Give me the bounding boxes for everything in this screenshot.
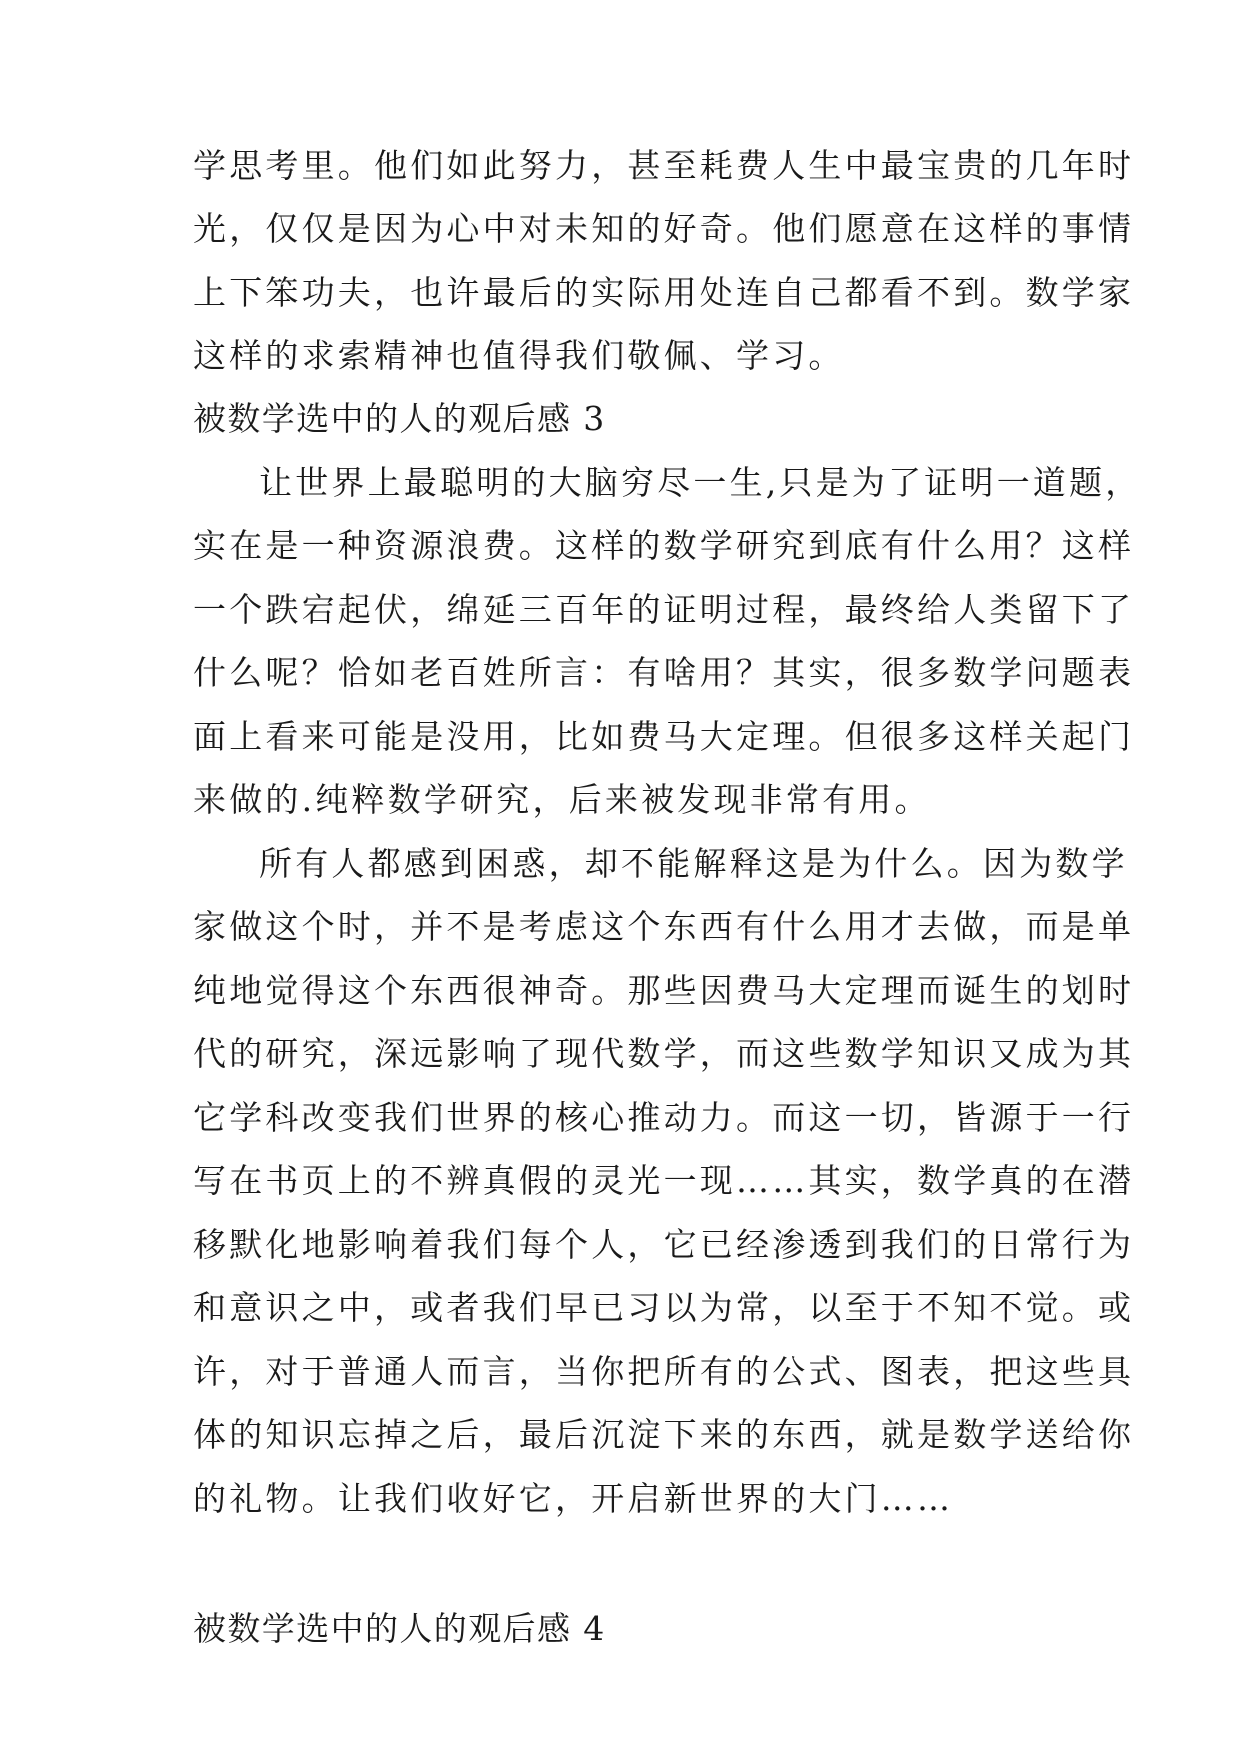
body-text-line: 体的知识忘掉之后，最后沉淀下来的东西，就是数学送给你 <box>193 1415 1135 1454</box>
body-text-line: 代的研究，深远影响了现代数学，而这些数学知识又成为其 <box>193 1034 1135 1073</box>
body-text-line: 来做的.纯粹数学研究，后来被发现非常有用。 <box>193 780 931 819</box>
body-text-line: 什么呢？恰如老百姓所言：有啥用？其实，很多数学问题表 <box>193 653 1135 692</box>
body-text-line: 上下笨功夫，也许最后的实际用处连自己都看不到。数学家 <box>193 273 1135 312</box>
body-text-line: 面上看来可能是没用，比如费马大定理。但很多这样关起门 <box>193 717 1135 756</box>
body-text-line: 移默化地影响着我们每个人，它已经渗透到我们的日常行为 <box>193 1225 1135 1264</box>
section-heading-4: 被数学选中的人的观后感 4 <box>193 1609 606 1648</box>
body-text-line: 光，仅仅是因为心中对未知的好奇。他们愿意在这样的事情 <box>193 209 1135 248</box>
body-text-line: 写在书页上的不辨真假的灵光一现……其实，数学真的在潜 <box>193 1161 1135 1200</box>
body-text-line: 所有人都感到困惑，却不能解释这是为什么。因为数学 <box>259 844 1128 883</box>
body-text-line: 的礼物。让我们收好它，开启新世界的大门…… <box>193 1479 954 1518</box>
body-text-line: 家做这个时，并不是考虑这个东西有什么用才去做，而是单 <box>193 907 1135 946</box>
body-text-line: 一个跌宕起伏，绵延三百年的证明过程，最终给人类留下了 <box>193 590 1135 629</box>
body-text-line: 纯地觉得这个东西很神奇。那些因费马大定理而诞生的划时 <box>193 971 1135 1010</box>
body-text-line: 实在是一种资源浪费。这样的数学研究到底有什么用？这样 <box>193 526 1135 565</box>
body-text-line: 学思考里。他们如此努力，甚至耗费人生中最宝贵的几年时 <box>193 146 1135 185</box>
body-text-line: 这样的求索精神也值得我们敬佩、学习。 <box>193 336 845 375</box>
body-text-line: 和意识之中，或者我们早已习以为常，以至于不知不觉。或 <box>193 1288 1135 1327</box>
body-text-line: 它学科改变我们世界的核心推动力。而这一切，皆源于一行 <box>193 1098 1135 1137</box>
body-text-line: 让世界上最聪明的大脑穷尽一生,只是为了证明一道题， <box>259 463 1142 502</box>
body-text-line: 许，对于普通人而言，当你把所有的公式、图表，把这些具 <box>193 1352 1135 1391</box>
section-heading-3: 被数学选中的人的观后感 3 <box>193 399 606 438</box>
